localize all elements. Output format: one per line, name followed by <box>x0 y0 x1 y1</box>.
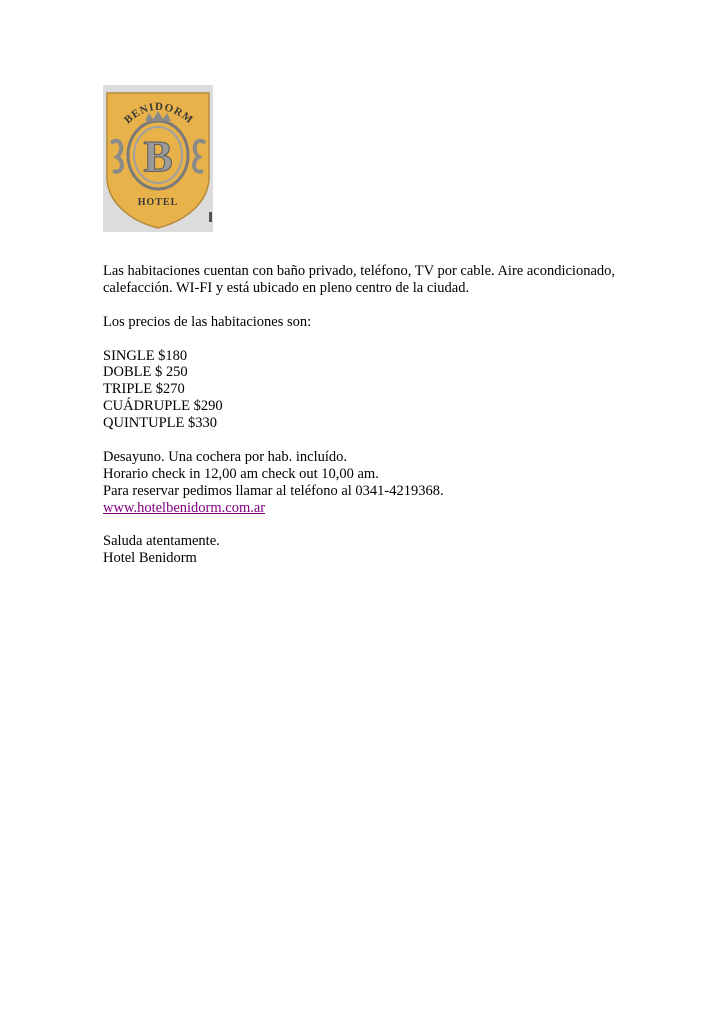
intro-line-2: calefacción. WI-FI y está ubicado en pleno centro de la ciudad. <box>103 279 470 296</box>
hotel-logo <box>103 85 217 232</box>
reservation-line: Para reservar pedimos llamar al teléfono al 0341-4219368. <box>103 482 444 499</box>
breakfast-line: Desayuno. Una cochera por hab. incluído. <box>103 448 348 465</box>
logo-name-top: BENIDORM <box>122 100 196 127</box>
logo-monogram: B <box>143 132 173 181</box>
hotel-crest-icon <box>103 85 213 232</box>
schedule-line: Horario check in 12,00 am check out 10,00 am. <box>103 465 379 482</box>
intro-line-1: Las habitaciones cuentan con baño privado, teléfono, TV por cable. Aire acondicionado, <box>103 263 616 279</box>
price-double: DOBLE $ 250 <box>103 364 188 381</box>
price-triple: TRIPLE $270 <box>103 381 185 398</box>
signature-line: Hotel Benidorm <box>103 550 197 567</box>
logo-edge-mark <box>209 212 212 222</box>
website-link[interactable]: www.hotelbenidorm.com.ar <box>103 499 266 516</box>
price-single: SINGLE $180 <box>103 347 188 364</box>
prices-heading: Los precios de las habitaciones son: <box>103 313 312 330</box>
letter-body <box>103 263 663 567</box>
price-quintuple: QUINTUPLE $330 <box>103 415 217 432</box>
logo-name-bottom: HOTEL <box>137 197 179 208</box>
price-quadruple: CUÁDRUPLE $290 <box>103 398 223 415</box>
closing-line: Saluda atentamente. <box>103 533 220 550</box>
